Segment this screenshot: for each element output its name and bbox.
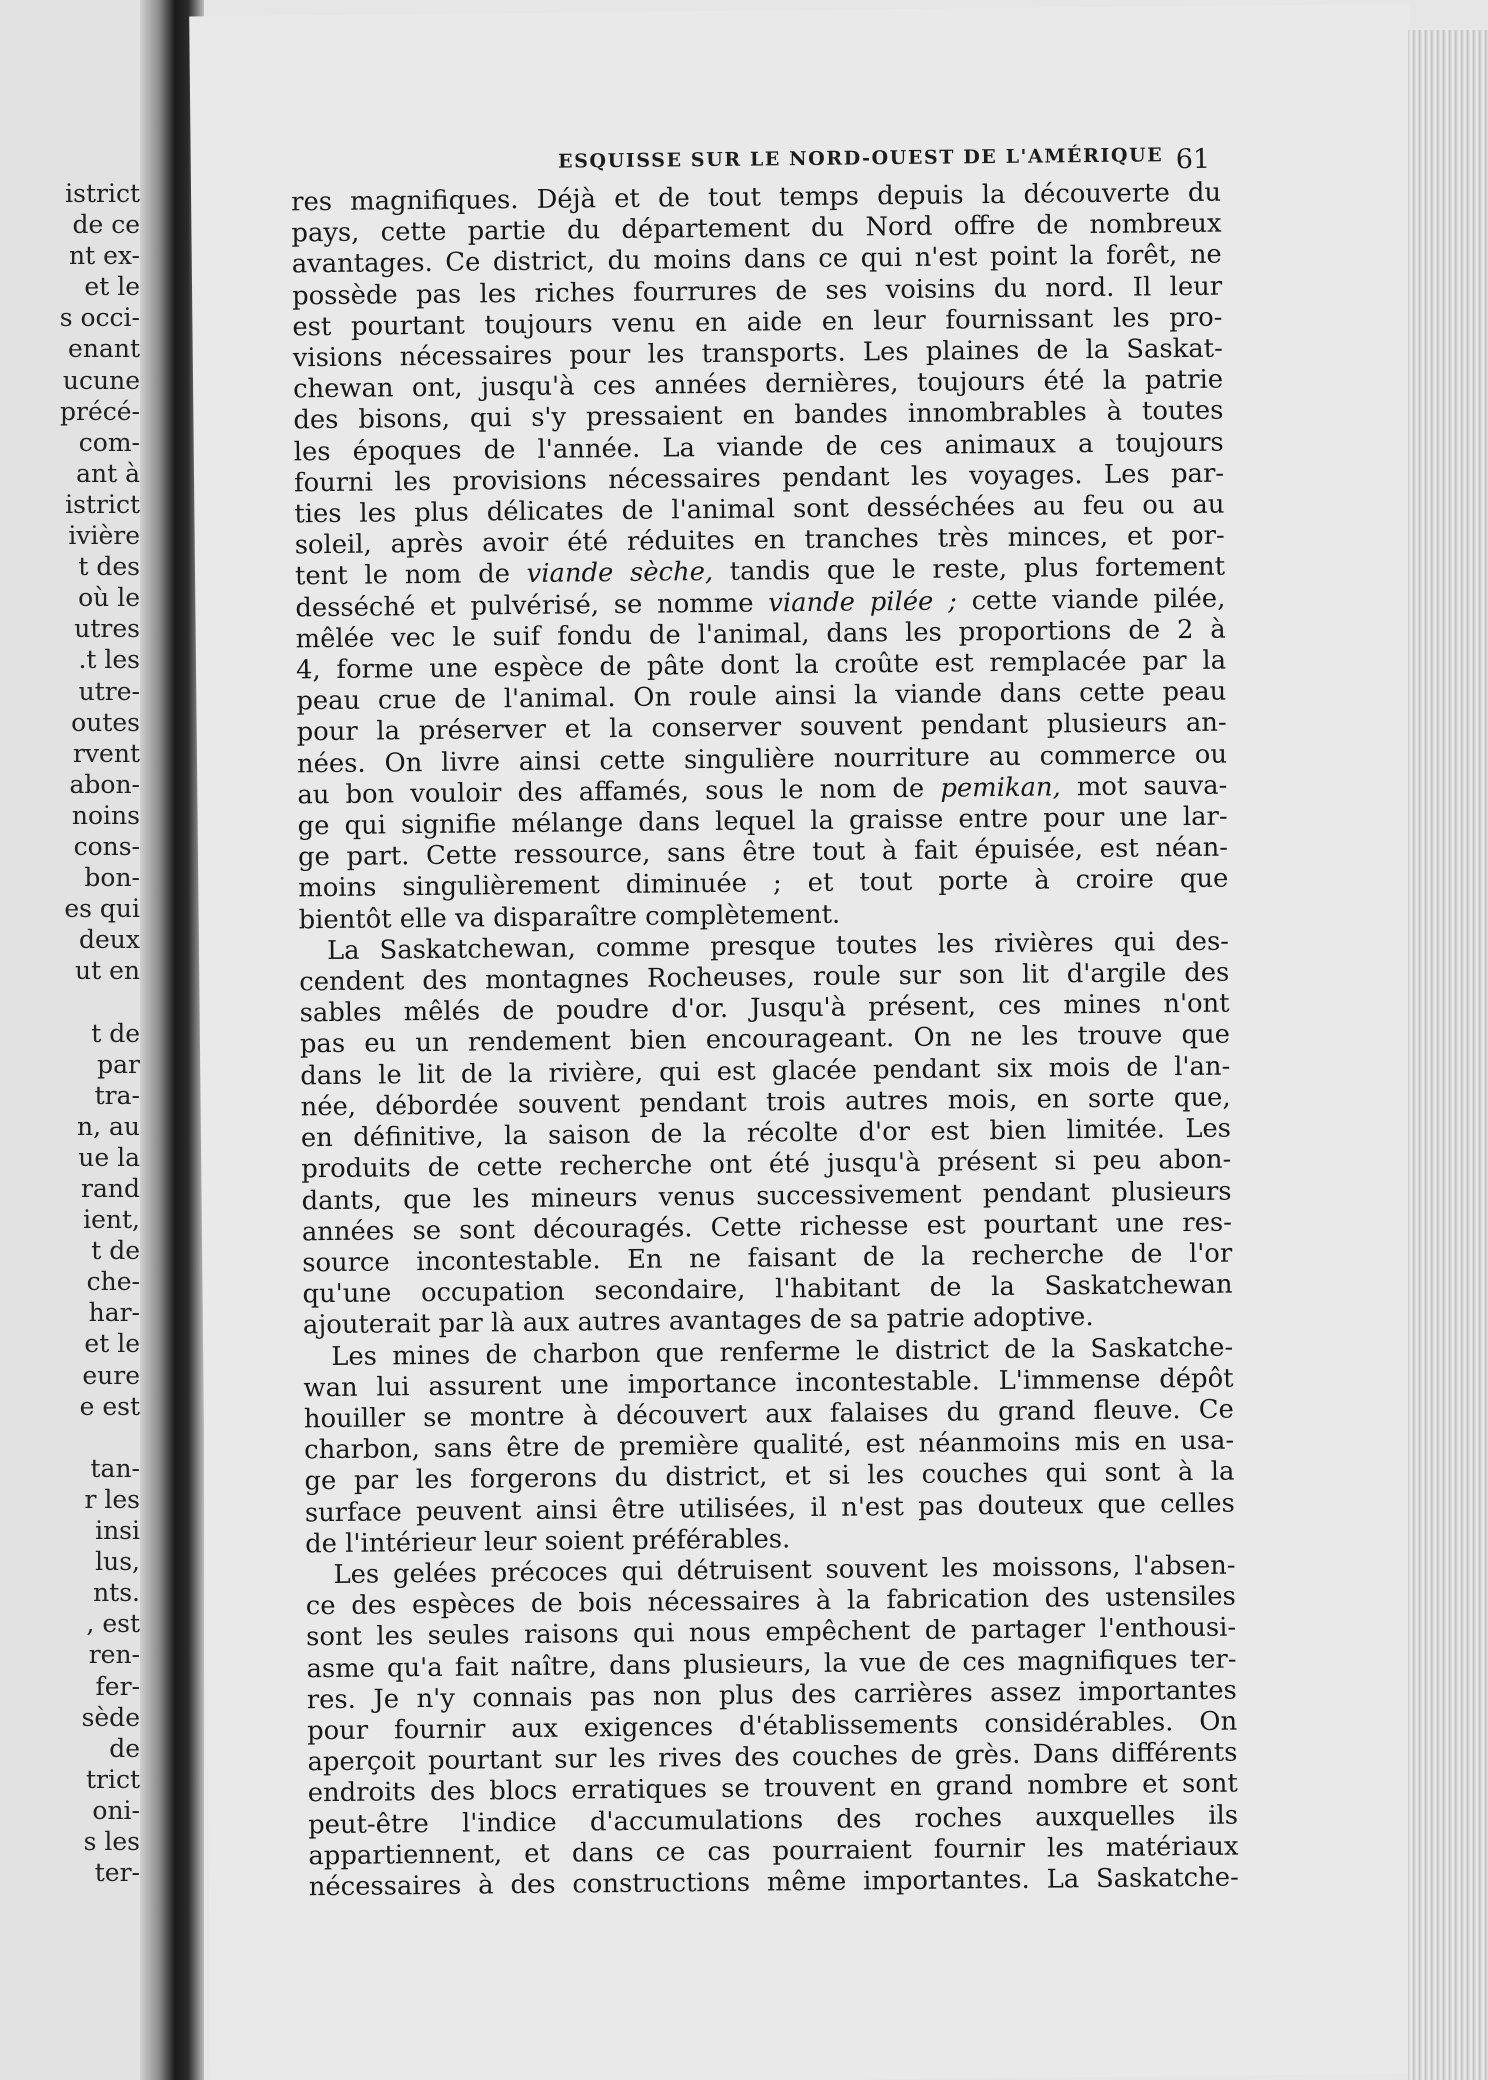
text-line: ge part. Cette ressource, sans être tout à fait épuisée, est néan-: [297, 832, 1229, 873]
left-page-line-fragment: oni-: [92, 1795, 140, 1825]
text-line: nées. On livre ainsi cette singulière nourriture au commerce ou: [296, 739, 1228, 780]
left-page-line-fragment: nts.: [93, 1578, 140, 1608]
left-page-line-fragment: s les: [83, 1826, 140, 1856]
left-page-line-fragment: tra-: [94, 1080, 140, 1110]
text-line: endroits des blocs erratiques se trouvent en grand nombre et sont: [307, 1768, 1238, 1809]
text-line: dants, que les mineurs venus successivement pendant plusieurs: [301, 1176, 1232, 1216]
left-page-line-fragment: [0, 986, 140, 1017]
page-edges: [1408, 30, 1488, 2080]
text-line: appartiennent, et dans ce cas pourraient fournir les matériaux: [308, 1831, 1239, 1872]
text-segment: au bon vouloir des affamés, sous le nom de: [297, 773, 941, 811]
text-line: avantages. Ce district, du moins dans ce qui n'est point la forêt, ne: [291, 240, 1222, 280]
left-page-line-fragment: rvent: [72, 738, 140, 768]
text-line: sont les seules raisons qui nous empêchent de partager l'enthousi-: [306, 1612, 1237, 1653]
left-page-line-fragment: , est: [86, 1609, 140, 1639]
text-line: cendent des montagnes Rocheuses, roule sur son lit d'argile des: [299, 957, 1230, 998]
text-line: née, débordée souvent pendant trois autres mois, en sorte que,: [300, 1082, 1231, 1123]
left-page-line-fragment: lus,: [95, 1547, 140, 1577]
text-line: les époques de l'année. La viande de ces animaux a toujours: [293, 427, 1224, 467]
left-page-line-fragment: es qui: [64, 894, 140, 924]
left-page-line-fragment: insi: [95, 1516, 140, 1546]
left-page-line-fragment: fer-: [95, 1671, 140, 1701]
text-segment: desséché et pulvérisé, se nomme: [295, 588, 769, 624]
left-page-line-fragment: istrict: [65, 489, 140, 519]
text-line: peau crue de l'animal. On roule ainsi la viande dans cette peau: [296, 676, 1227, 717]
left-page-line-fragment: ucune: [62, 365, 140, 395]
text-line: des bisons, qui s'y pressaient en bandes innombrables à toutes: [293, 396, 1224, 436]
left-page-line-fragment: sède: [81, 1702, 140, 1732]
text-line: mêlée vec le suif fondu de l'animal, dans les proportions de 2 à: [295, 614, 1226, 655]
text-line: fourni les provisions nécessaires pendant les voyages. Les par-: [293, 458, 1225, 499]
paragraph-end-line: bientôt elle va disparaître complètement.: [298, 899, 841, 936]
running-title: ESQUISSE SUR LE NORD-OUEST DE L'AMÉRIQUE: [557, 144, 1164, 173]
paragraph-first-line: Les gelées précoces qui détruisent souvent les moissons, l'absen-: [333, 1550, 1236, 1590]
left-page-text: [0, 178, 140, 1888]
left-page-line-fragment: com-: [78, 427, 140, 457]
left-page-line-fragment: utre-: [78, 676, 140, 706]
left-page-line-fragment: ue la: [78, 1142, 140, 1172]
left-page-line-fragment: t des: [78, 552, 140, 582]
text-segment: tandis que le reste, plus fortement: [712, 552, 1226, 588]
text-segment: cette viande pilée,: [956, 583, 1226, 617]
paragraph-first-line: La Saskatchewan, comme presque toutes les rivières qui des-: [326, 926, 1230, 966]
left-page-line-fragment: .t les: [78, 645, 140, 675]
text-line: wan lui assurent une importance incontestable. L'immense dépôt: [303, 1363, 1234, 1404]
left-page-line-fragment: n, au: [76, 1111, 140, 1141]
text-line: 4, forme une espèce de pâte dont la croûte est remplacée par la: [295, 645, 1227, 686]
page-number: 61: [1175, 143, 1211, 176]
body-text: [291, 178, 1239, 1904]
left-page-line-fragment: enant: [68, 334, 140, 364]
italic-term: pemikan,: [940, 772, 1061, 804]
left-page-line-fragment: ut en: [75, 956, 140, 986]
text-line: années se sont découragés. Cette richesse est pourtant une res-: [301, 1207, 1233, 1248]
text-line: asme qu'a fait naître, dans plusieurs, la vue de ces magnifiques ter-: [306, 1644, 1237, 1684]
text-line: peut-être l'indice d'accumulations des roches auxquelles ils: [307, 1800, 1239, 1840]
text-line: en définitive, la saison de la récolte d'or est bien limitée. Les: [300, 1113, 1232, 1154]
left-page-line-fragment: outes: [71, 707, 140, 737]
text-line: possède pas les riches fourrures de ses voisins du nord. Il leur: [291, 271, 1223, 311]
left-page-line-fragment: bon-: [84, 863, 140, 893]
text-line: ce des espèces de bois nécessaires à la fabrication des ustensiles: [305, 1581, 1236, 1622]
left-page-line-fragment: istrict: [65, 179, 140, 208]
text-line: soleil, après avoir été réduites en tranches très minces, et por-: [294, 520, 1225, 561]
left-page-line-fragment: deux: [79, 925, 140, 955]
text-line: pour la préserver et la conserver souvent pendant plusieurs an-: [296, 708, 1227, 748]
paragraph-first-line: Les mines de charbon que renferme le district de la Saskatche-: [331, 1332, 1234, 1372]
text-segment: tent le nom de: [294, 559, 527, 592]
left-page-line-fragment: t de: [91, 1018, 140, 1048]
left-page-line-fragment: s occi-: [59, 303, 140, 333]
text-line: qu'une occupation secondaire, l'habitant de la Saskatchewan: [302, 1269, 1233, 1310]
text-line: pas eu un rendement bien encourageant. On ne les trouve que: [299, 1020, 1231, 1060]
text-line: ties les plus délicates de l'animal sont desséchées au feu ou au: [294, 489, 1225, 530]
paragraph-end-line: de l'intérieur leur soient préférables.: [305, 1523, 791, 1560]
left-page-line-fragment: et le: [84, 1329, 140, 1359]
left-page-line-fragment: r les: [84, 1484, 140, 1514]
text-line: chewan ont, jusqu'à ces années dernières, toujours été la patrie: [292, 364, 1224, 405]
italic-term: viande pilée ;: [768, 586, 957, 619]
text-line: nécessaires à des constructions même importantes. La Saskatche-: [308, 1862, 1239, 1903]
left-page-line-fragment: et le: [84, 272, 140, 302]
left-page-line-fragment: abon-: [69, 769, 140, 799]
text-line: produits de cette recherche ont été jusqu'à présent si peu abon-: [301, 1144, 1232, 1185]
paragraph-end-line: ajouterait par là aux autres avantages de sa patrie adoptive.: [302, 1302, 1094, 1341]
left-page-line-fragment: ient,: [83, 1205, 140, 1235]
text-line: res. Je n'y connais pas non plus des carrières assez importantes: [306, 1675, 1237, 1716]
left-page-line-fragment: che-: [86, 1267, 140, 1297]
text-line: aperçoit pourtant sur les rives des couches de grès. Dans différents: [307, 1737, 1238, 1778]
text-line: charbon, sans être de première qualité, est néanmoins mis en usa-: [304, 1425, 1235, 1466]
left-page-line-fragment: tan-: [90, 1453, 140, 1483]
left-page-line-fragment: cons-: [73, 831, 140, 861]
left-page-line-fragment: de ce: [72, 210, 140, 240]
left-page-line-fragment: précé-: [60, 396, 140, 426]
text-line: pour fournir aux exigences d'établissements considérables. On: [307, 1706, 1238, 1747]
left-page-line-fragment: har-: [88, 1298, 140, 1328]
left-page-line-fragment: par: [97, 1049, 140, 1079]
left-page-line-fragment: ren-: [88, 1640, 140, 1670]
text-line: dans le lit de la rivière, qui est glacée pendant six mois de l'an-: [300, 1051, 1231, 1092]
left-page-line-fragment: t de: [91, 1236, 140, 1266]
left-page-line-fragment: utres: [74, 614, 140, 644]
text-line: sables mêlés de poudre d'or. Jusqu'à présent, ces mines n'ont: [299, 988, 1230, 1029]
text-segment: mot sauva-: [1060, 770, 1228, 803]
left-page-line-fragment: noins: [71, 800, 140, 830]
left-page-line-fragment: eure: [82, 1360, 140, 1390]
left-page-fragment: [0, 0, 148, 2080]
italic-term: viande sèche,: [526, 557, 714, 590]
text-line: pays, cette partie du département du Nord offre de nombreux: [291, 208, 1222, 249]
text-line: ge qui signifie mélange dans lequel la graisse entre pour une lar-: [297, 801, 1228, 842]
left-page-line-fragment: de: [109, 1733, 140, 1763]
text-line: res magnifiques. Déjà et de tout temps depuis la découverte du: [290, 177, 1222, 218]
text-line: est pourtant toujours venu en aide en leur fournissant les pro-: [292, 302, 1223, 343]
left-page-line-fragment: e est: [79, 1391, 140, 1421]
left-page-line-fragment: ter-: [94, 1858, 140, 1888]
text-line: visions nécessaires pour les transports. Les plaines de la Saskat-: [292, 333, 1223, 374]
text-line: source incontestable. En ne faisant de la recherche de l'or: [302, 1238, 1233, 1279]
text-line: moins singulièrement diminuée ; et tout porte à croire que: [298, 864, 1229, 904]
text-line: ge par les forgerons du district, et si les couches qui sont à la: [304, 1456, 1235, 1497]
text-line: surface peuvent ainsi être utilisées, il n'est pas douteux que celles: [304, 1488, 1235, 1528]
left-page-line-fragment: [0, 1422, 140, 1453]
left-page-line-fragment: ant à: [76, 458, 140, 488]
left-page-line-fragment: ivière: [68, 521, 140, 551]
left-page-line-fragment: rand: [81, 1174, 140, 1203]
left-page-line-fragment: trict: [85, 1764, 140, 1794]
text-line: houiller se montre à découvert aux falaises du grand fleuve. Ce: [303, 1394, 1234, 1435]
right-page: [189, 4, 1431, 2080]
left-page-line-fragment: où le: [78, 583, 140, 613]
left-page-line-fragment: nt ex-: [69, 241, 140, 271]
